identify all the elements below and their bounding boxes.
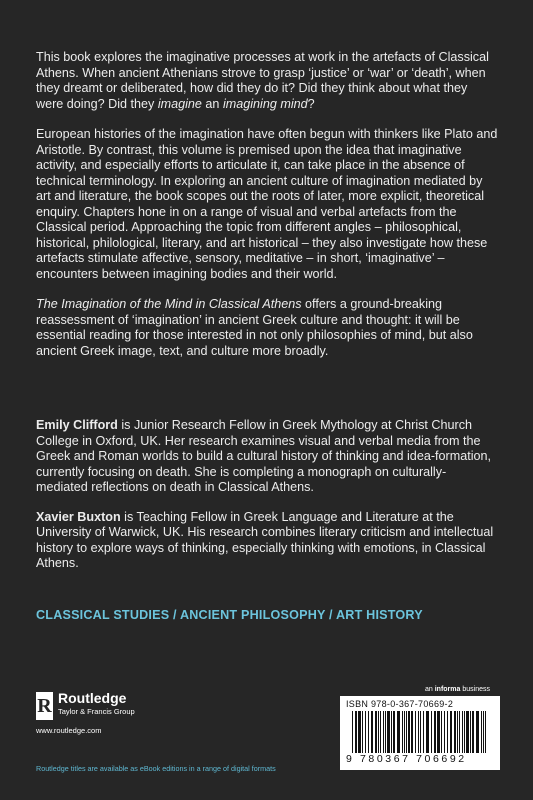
barcode-bar <box>371 711 373 753</box>
isbn-label: ISBN 978-0-367-70669-2 <box>346 699 454 709</box>
author-name: Xavier Buxton <box>36 509 121 524</box>
publisher-name: Routledge <box>58 690 127 706</box>
barcode-bar <box>457 711 458 753</box>
barcode-bar <box>483 711 484 753</box>
barcode-bar <box>464 711 465 753</box>
barcode-bar <box>437 711 440 753</box>
barcode-bar <box>420 711 421 753</box>
author-bio-1: Emily Clifford is Junior Research Fellow in Greek Mythology at Christ Church College in Oxford, UK. Her research examines visual and verbal media from the Greek and Roman worlds to build a cultural history of thinking and idea-formation, currently focusing on death. She is completing a monograph on culturally-mediated reflections on death in Classical Athens. <box>36 418 492 494</box>
barcode-bar <box>476 711 479 753</box>
barcode-bar <box>358 711 361 753</box>
barcode-bar <box>383 711 384 753</box>
barcode-bar <box>368 711 369 753</box>
barcode-bar <box>485 711 486 753</box>
author-bio-2: Xavier Buxton is Teaching Fellow in Greek Language and Literature at the University of Warwick, UK. His research combines literary criticism and intellectual history to explore ways of thinking, especially thinking with emotions, in Classical Athens. <box>36 509 494 570</box>
barcode-bar <box>418 711 419 753</box>
barcode-bar <box>466 711 469 753</box>
barcode-bar <box>397 711 400 753</box>
isbn-barcode <box>340 696 500 770</box>
publisher-block <box>36 690 236 740</box>
barcode-bar <box>462 711 463 753</box>
author-name: Emily Clifford <box>36 418 118 432</box>
barcode-bars-icon <box>350 711 490 753</box>
barcode-digits: 9 780367 706692 <box>346 753 467 765</box>
barcode-bar <box>411 711 413 753</box>
barcode-bar <box>352 711 353 753</box>
barcode-bar <box>408 711 410 753</box>
barcode-bar <box>470 711 471 753</box>
barcode-bar <box>450 711 452 753</box>
subject-categories: CLASSICAL STUDIES / ANCIENT PHILOSOPHY / ART HISTORY <box>36 608 423 622</box>
barcode-bar <box>447 711 448 753</box>
barcode-bar <box>472 711 474 753</box>
barcode-bar <box>362 711 363 753</box>
publisher-group: Taylor & Francis Group <box>58 707 135 716</box>
barcode-bar <box>402 711 403 753</box>
barcode-bar <box>385 711 386 753</box>
author-bios <box>36 418 498 586</box>
blurb-paragraph-1: This book explores the imaginative processes at work in the artefacts of Classical Athens. When ancient Athenians strove to grasp ‘justice’ or ‘war’ or ‘death’, when they dreamt or deliberated, how did they do it? Did they think about what they were doing? Did they imagine an imagining mind? <box>36 50 489 111</box>
barcode-bar <box>441 711 442 753</box>
barcode-bar <box>431 711 432 753</box>
barcode-bar <box>365 711 366 753</box>
book-blurb <box>36 50 498 374</box>
ebook-note: Routledge titles are available as eBook editions in a range of digital formats <box>36 764 276 773</box>
barcode-bar <box>406 711 407 753</box>
barcode-bar <box>378 711 379 753</box>
barcode-bar <box>415 711 416 753</box>
blurb-paragraph-2: European histories of the imagination have often begun with thinkers like Plato and Aristotle. By contrast, this volume is premised upon the idea that imaginative activity, and especially efforts to articulate it, can take place in the absence of technical terminology. In exploring an ancient culture of imagination mediated by art and literature, the book scopes out the roots of later, more explicit, theoretical enquiry. Chapters hone in on a range of visual and verbal artefacts from the Classical period. Approaching the topic from different angles – philosophical, historical, philological, literary, and art historical – they also investigate how these artefacts stimulate affective, sensory, meditative – in short, ‘imaginative’ – encounters between imagining bodies and their world. <box>36 127 498 281</box>
barcode-bar <box>404 711 405 753</box>
book-title: The Imagination of the Mind in Classical Athens <box>36 297 302 311</box>
publisher-url[interactable]: www.routledge.com <box>36 726 102 735</box>
barcode-bar <box>426 711 429 753</box>
informa-tagline: an informa business <box>425 686 490 693</box>
barcode-bar <box>380 711 381 753</box>
barcode-bar <box>375 711 377 753</box>
barcode-bar <box>393 711 395 753</box>
barcode-bar <box>391 711 392 753</box>
routledge-logo-icon: R <box>36 692 53 720</box>
barcode-bar <box>355 711 357 753</box>
barcode-bar <box>481 711 482 753</box>
barcode-bar <box>423 711 424 753</box>
barcode-bar <box>434 711 436 753</box>
barcode-bar <box>444 711 445 753</box>
barcode-bar <box>454 711 456 753</box>
barcode-bar <box>459 711 460 753</box>
blurb-paragraph-3: The Imagination of the Mind in Classical Athens offers a ground-breaking reassessment of ‘imagination’ in ancient Greek culture and thought: it will be essential reading for those interested in not only philosophies of mind, but also ancient Greek image, text, and culture more broadly. <box>36 297 473 358</box>
barcode-bar <box>387 711 390 753</box>
